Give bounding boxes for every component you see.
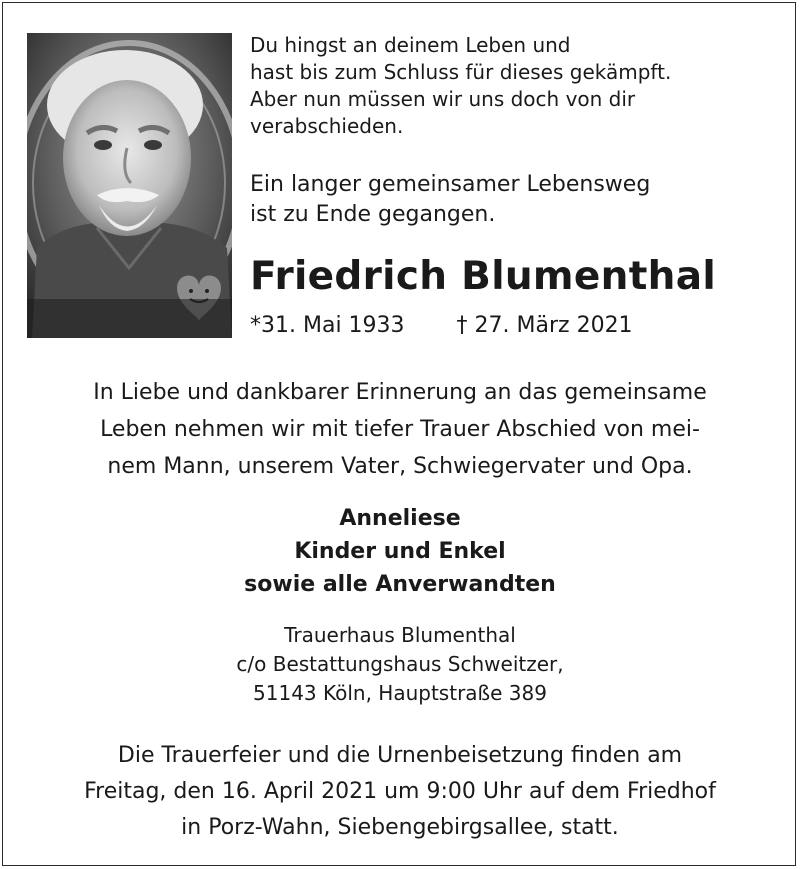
deceased-name: Friedrich Blumenthal (250, 254, 716, 299)
birth-date: *31. Mai 1933 (250, 313, 405, 338)
mourners-list (0, 502, 800, 601)
remembrance-text (0, 374, 800, 485)
ceremony-line: Die Trauerfeier und die Urnenbeisetzung finden am (117, 743, 683, 768)
intro-verse-line: hast bis zum Schluss für dieses gekämpft. (250, 60, 672, 84)
address-line: 51143 Köln, Hauptstraße 389 (253, 681, 547, 705)
intro-verse-line: verabschieden. (250, 114, 404, 138)
death-date: † 27. März 2021 (456, 313, 633, 338)
mourning-address (0, 621, 800, 708)
intro-verse-line: Aber nun müssen wir uns doch von dir (250, 87, 636, 111)
ceremony-line: in Porz-Wahn, Siebengebirgsallee, statt. (181, 815, 619, 840)
remembrance-line: In Liebe und dankbarer Erinnerung an das gemeinsame (93, 380, 707, 405)
remembrance-line: Leben nehmen wir mit tiefer Trauer Abschied von mei- (100, 417, 700, 442)
portrait-photo (27, 33, 232, 338)
address-line: c/o Bestattungshaus Schweitzer, (236, 652, 564, 676)
remembrance-line: nem Mann, unserem Vater, Schwiegervater und Opa. (107, 454, 693, 479)
intro-verse-2 (250, 170, 770, 230)
mourner-line: sowie alle Anverwandten (244, 572, 556, 597)
intro-verse-2-line: ist zu Ende gegangen. (250, 202, 496, 227)
ceremony-info (0, 738, 800, 846)
address-line: Trauerhaus Blumenthal (284, 623, 516, 647)
mourner-line: Anneliese (339, 506, 461, 531)
intro-verse (250, 32, 770, 140)
life-dates (250, 313, 633, 338)
intro-verse-2-line: Ein langer gemeinsamer Lebensweg (250, 172, 651, 197)
ceremony-line: Freitag, den 16. April 2021 um 9:00 Uhr auf dem Friedhof (84, 779, 716, 804)
mourner-line: Kinder und Enkel (294, 539, 506, 564)
intro-verse-line: Du hingst an deinem Leben und (250, 33, 571, 57)
